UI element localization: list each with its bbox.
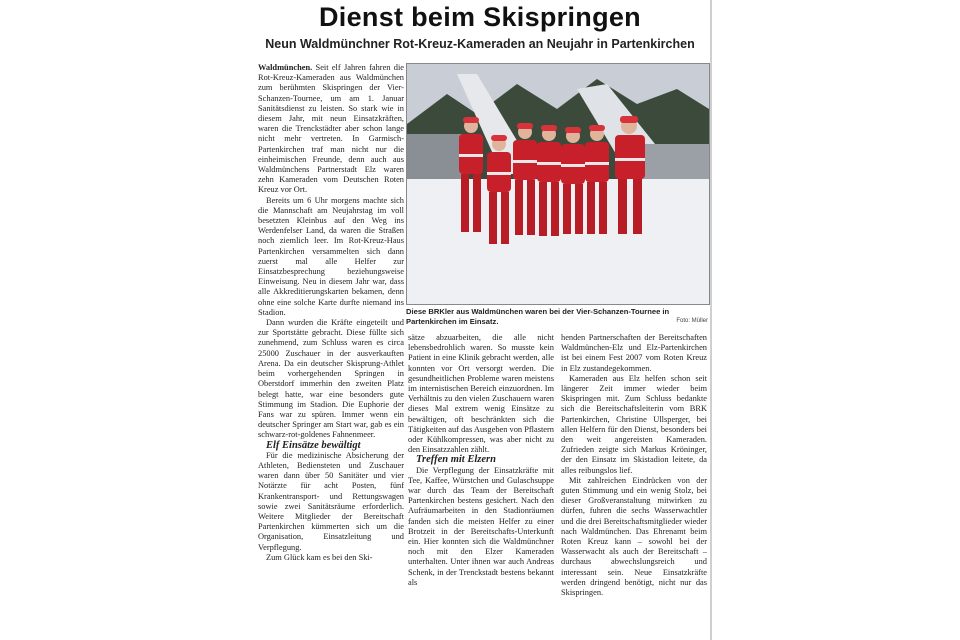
article-paragraph: Kameraden aus Elz helfen schon seit längerer Zeit immer wieder beim Skispringen mit. Zum Schluss bedankte sich die Bereitschaftsleiterin vom BRK Partenkirchen, Christine Ullsperger, bei allen Helfern für den Dienst, besonders bei den weit angereisten Kameraden. Zufrieden zeigte sich Markus Kröninger, der den Einsatz im Skistadion leitete, da alles reibungslos lief. <box>561 373 707 475</box>
article-paragraph: Für die medizinische Absicherung der Athleten, Bediensteten und Zuschauer waren dann über 50 Sanitäter und vier Notärzte für acht Posten, fünf Krankentransport- und Rettungswagen sowie zwei Sanitätsräume erforderlich. Weitere Mitglieder der Bereitschaft Partenkirchen kümmerten sich um die Organisation, Einsatzleitung und Verpflegung. <box>258 450 404 552</box>
article-paragraph: Die Verpflegung der Einsatzkräfte mit Tee, Kaffee, Würstchen und Gulaschsuppe war durch das Team der Bereitschaft Partenkirchen bestens gesichert. Nach den Aufräumarbeiten in den Stadionräumen fanden sich die meisten Helfer zu einer Brotzeit in der Bereitschafts-Unterkunft ein. Hier konnten sich die Waldmünchner noch mit den Elzer Kameraden unterhalten. Unter ihnen war auch Andreas Schenk, in der Trenckstadt bestens bekannt als <box>408 465 554 587</box>
section-subhead: Treffen mit Elzern <box>416 454 496 466</box>
team-photo-image <box>407 64 709 304</box>
newspaper-page <box>248 0 712 640</box>
article-column-3 <box>561 333 707 598</box>
photo-credit: Foto: Müller <box>676 318 708 324</box>
photo-caption: Diese BRKler aus Waldmünchen waren bei der Vier-Schanzen-Tournee in Partenkirchen im Einsatz. <box>406 307 670 326</box>
paragraph-text: Seit elf Jahren fahren die Rot-Kreuz-Kameraden aus Waldmünchen zum berühmten Skispringen der Vier-Schanzen-Tournee, um am 1. Januar Sanitätsdienst zu leisten. So stark wie in diesem Jahr, mit neun Einsatzkräften, waren die Trenckstädter aber schon lange nicht mehr vertreten. In Garmisch-Partenkirchen traf man nicht nur die einheimischen Freunde, denn auch aus Waldmünchens Partnerstadt Elz waren zehn Kameraden vom Deutschen Roten Kreuz vor Ort. <box>258 63 405 195</box>
dateline: Waldmünchen. <box>258 63 313 72</box>
article-paragraph: Zum Glück kam es bei den Ski- <box>266 552 373 562</box>
article-column-1 <box>258 63 404 563</box>
article-paragraph <box>258 63 404 196</box>
article-paragraph: Mit zahlreichen Eindrücken von der guten Stimmung und ein wenig Stolz, bei dieser Großveranstaltung mitwirken zu dürfen, fuhren die sechs Wasserwachtler und die drei Bereitschaftsmitglieder wieder nach Waldmünchen. Das Ehrenamt beim Roten Kreuz kann – sowohl bei der Wasserwacht als auch der Bereitschaft – durchaus abwechslungsreich und interessant sein. Neue Einsatzkräfte werden dringend benötigt, nicht nur das Skispringen. <box>561 475 707 598</box>
article-headline: Dienst beim Skispringen <box>319 2 641 32</box>
section-subhead: Elf Einsätze bewältigt <box>266 439 361 451</box>
article-paragraph: Bereits um 6 Uhr morgens machte sich die Mannschaft am Neujahrstag im voll besetzten Kleinbus auf den Weg ins Werdenfelser Land, da waren die Straßen noch ziemlich leer. Im Rot-Kreuz-Haus Partenkirchen versammelten sich dann zuerst mal alle Helfer zur Einsatzbesprechung beziehungsweise Einweisung. Neu in diesem Jahr war, dass alle Akkreditierungskarten bekamen, denn ohne eine solche Karte durfte niemand ins Stadion. <box>258 195 404 317</box>
article-column-2 <box>408 333 554 588</box>
article-paragraph: Dann wurden die Kräfte eingeteilt und zur Sportstätte gebracht. Diese füllte sich zunehmend, zum Schluss waren es circa 25000 Zuschauer in der ausverkauften Arena. Da ein deutscher Skisprung-Athlet beim vorhergehenden Springen in Oberstdorf immerhin den zweiten Platz belegt hatte, war eine besonders gute Stimmung im Stadion. Die Euphorie der Fans war zu spüren. Immer wenn ein deutscher Springer am Start war, gab es ein schwarz-rot-goldenes Fahnenmeer. <box>258 318 404 440</box>
article-subheadline: Neun Waldmünchner Rot-Kreuz-Kameraden an Neujahr in Partenkirchen <box>265 37 695 51</box>
team-photo <box>406 63 710 305</box>
article-paragraph: sätze abzuarbeiten, die alle nicht lebensbedrohlich waren. So musste kein Patient in eine Klinik gebracht werden, alle konnten vor Ort versorgt werden. Die gesundheitlichen Probleme waren meistens im internistischen Bereich einzuordnen. Im Verhältnis zu den vielen Zuschauern waren dieses Mal extrem wenig Einsätze zu bewältigen, oft beschränkten sich die Tätigkeiten auf das Ausgeben von Pflastern oder Kühlkompressen, was aber nicht zu den Einsatzzahlen zählt. <box>408 333 554 455</box>
page-edge-divider <box>710 0 712 640</box>
article-paragraph: henden Partnerschaften der Bereitschaften Waldmünchen-Elz und Elz-Partenkirchen ist bei einem Fest 2007 vom Roten Kreuz in Elz zustandegekommen. <box>561 333 707 373</box>
